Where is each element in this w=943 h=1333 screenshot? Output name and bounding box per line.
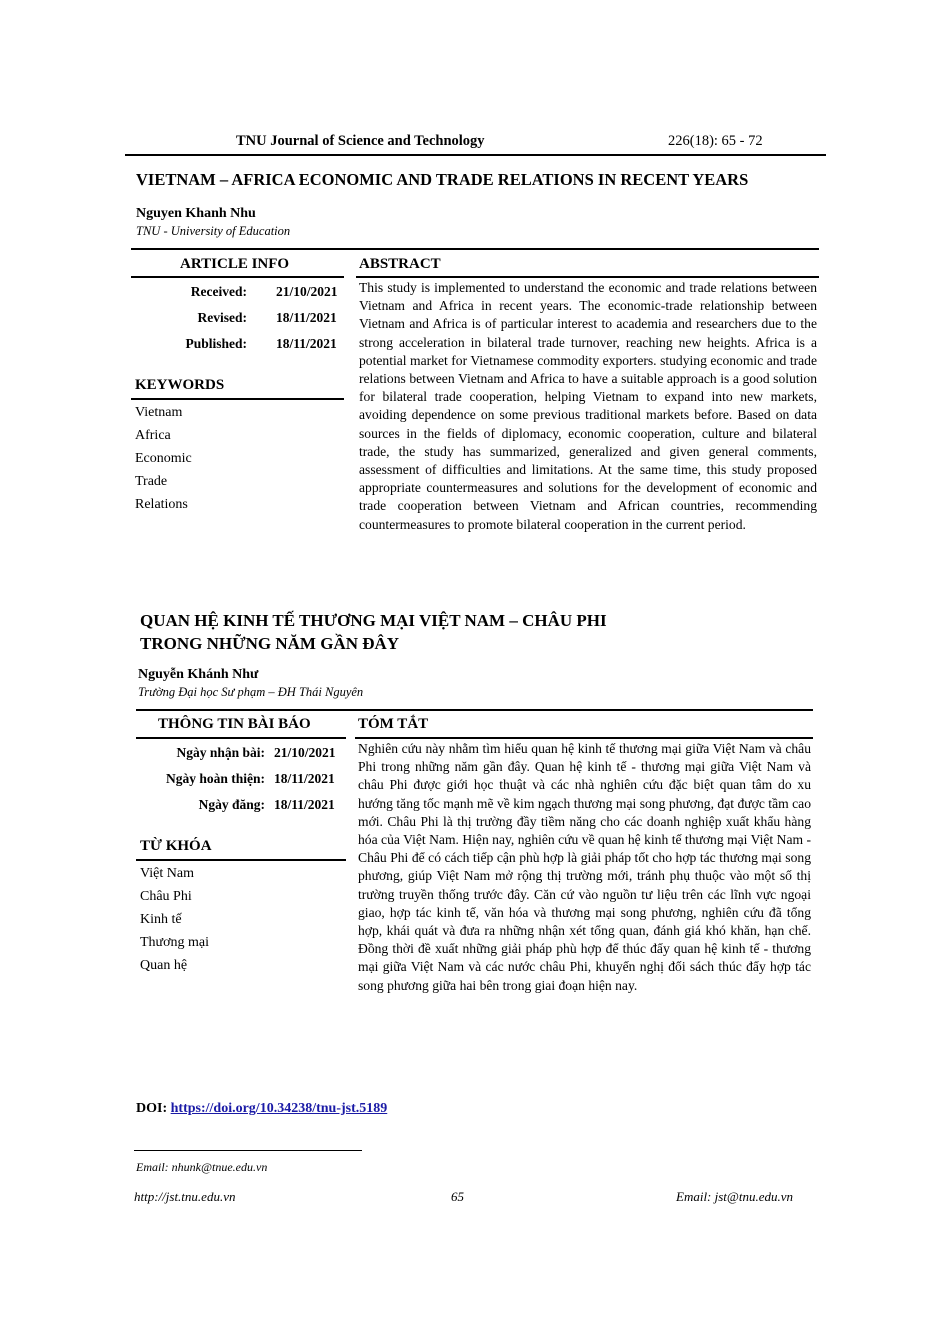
abstract-heading: ABSTRACT — [359, 256, 441, 272]
footer-email: Email: jst@tnu.edu.vn — [676, 1189, 794, 1204]
abstract-rule — [356, 276, 819, 278]
vn-keyword-item: Việt Nam — [140, 866, 194, 881]
english-title: VIETNAM – AFRICA ECONOMIC AND TRADE RELATIONS IN RECENT YEARS — [136, 170, 749, 189]
footnote-rule — [134, 1150, 362, 1151]
footer-website: http://jst.tnu.edu.vn — [134, 1189, 236, 1204]
volume-pages: 226(18): 65 - 72 — [668, 133, 763, 149]
english-abstract: This study is implemented to understand the economic and trade relations between Vietnam and Africa in recent years. The economic-trade relationship between Vietnam and Africa is of particular interest to academia and researchers due to the strong acceleration in bilateral trade turnover, reaching new heights. Africa is a potential market for Vietnamese commodity exporters. studying economic and trade relations between Vietnam and Africa to have a suitable approach is a good solution for bilateral trade cooperation, helping Vietnam to expand into new markets, avoiding dependence on some previous traditional markets before. Based on data sources in the fields of diplomacy, economic cooperation, culture and bilateral trade, the study has summarized, generalized and given general comments, assessment of difficulties and limitations. At the same time, this study proposed appropriate countermeasures and solutions for the development of economic and trade cooperation between Vietnam and African countries, recommending countermeasures to promote bilateral cooperation in the current period. — [359, 280, 817, 532]
author-email-footnote: Email: nhunk@tnue.edu.vn — [136, 1160, 268, 1174]
english-affiliation: TNU - University of Education — [136, 224, 291, 238]
article-info-rule — [131, 276, 344, 278]
keyword-item: Economic — [135, 451, 192, 466]
vn-keyword-item: Quan hệ — [140, 958, 188, 973]
vn-received-label: Ngày nhận bài: — [176, 745, 265, 760]
header-rule — [125, 154, 826, 156]
vn-keyword-item: Kinh tế — [140, 912, 182, 927]
vn-revised-date: 18/11/2021 — [274, 771, 335, 786]
published-date: 18/11/2021 — [276, 336, 337, 351]
keywords-heading: KEYWORDS — [135, 377, 225, 393]
vietnamese-title-line1: QUAN HỆ KINH TẾ THƯƠNG MẠI VIỆT NAM – CHÂU PHI — [140, 611, 607, 630]
revised-label: Revised: — [197, 310, 247, 325]
vn-published-date: 18/11/2021 — [274, 797, 335, 812]
english-section-rule — [131, 248, 819, 250]
doi-link[interactable]: https://doi.org/10.34238/tnu-jst.5189 — [170, 1101, 388, 1116]
vn-abstract-rule — [355, 737, 813, 739]
vietnamese-section-rule — [136, 709, 813, 711]
keywords-rule — [131, 398, 344, 400]
doi-line — [136, 1101, 387, 1117]
keyword-item: Relations — [135, 497, 188, 512]
vn-keyword-item: Châu Phi — [140, 889, 192, 904]
vietnamese-title-line2: TRONG NHỮNG NĂM GẦN ĐÂY — [140, 634, 400, 653]
article-info-heading: ARTICLE INFO — [180, 256, 290, 272]
published-label: Published: — [185, 336, 247, 351]
journal-name: TNU Journal of Science and Technology — [236, 133, 485, 149]
vn-keywords-rule — [136, 859, 346, 861]
received-date: 21/10/2021 — [276, 284, 338, 299]
vn-published-label: Ngày đăng: — [198, 797, 265, 812]
vietnamese-affiliation: Trường Đại học Sư phạm – ĐH Thái Nguyên — [138, 685, 364, 699]
keyword-item: Trade — [135, 474, 168, 489]
vn-keyword-item: Thương mại — [140, 935, 210, 950]
keyword-item: Africa — [135, 428, 171, 443]
page-number: 65 — [451, 1189, 464, 1204]
vn-article-info-rule — [136, 737, 346, 739]
vn-article-info-heading: THÔNG TIN BÀI BÁO — [158, 716, 311, 732]
vietnamese-abstract: Nghiên cứu này nhằm tìm hiểu quan hệ kinh tế thương mại giữa Việt Nam và châu Phi trong những năm gần đây. Quan hệ kinh tế - thương mại giữa Việt Nam và châu Phi được giới học thuật và các nhà nghiên cứu đặc biệt quan tâm do xu hướng tăng tốc mạnh mẽ về kim ngạch thương mại song phương, đạt được tầm cao mới. Châu Phi là thị trường đầy tiềm năng cho các doanh nghiệp xuất khẩu hàng hóa của Việt Nam. Hiện nay, nghiên cứu về quan hệ kinh tế thương mại Việt Nam - Châu Phi để có cách tiếp cận phù hợp là giải pháp tốt cho hợp tác thương mại song phương, giúp Việt Nam mở rộng thị trường mới, tránh phụ thuộc vào một số thị trường truyền thống trước đây. Căn cứ vào nguồn tư liệu trên các lĩnh vực ngoại giao, hợp tác kinh tế, văn hóa và thương mại song phương, nghiên cứu đã tổng hợp, khái quát và đưa ra những nhận xét tổng quan, đánh giá khó khăn, hạn chế. Đồng thời đề xuất những giải pháp phù hợp để thúc đẩy quan hệ kinh tế - thương mại giữa Việt Nam và các nước châu Phi, khuyến nghị đối sách thúc đẩy hợp tác song phương giữa hai bên trong giai đoạn hiện nay. — [358, 741, 811, 993]
revised-date: 18/11/2021 — [276, 310, 337, 325]
doi-label: DOI: — [136, 1101, 171, 1116]
keyword-item: Vietnam — [135, 405, 183, 420]
received-label: Received: — [190, 284, 247, 299]
english-author: Nguyen Khanh Nhu — [136, 206, 256, 221]
vn-revised-label: Ngày hoàn thiện: — [165, 771, 265, 786]
vn-received-date: 21/10/2021 — [274, 745, 336, 760]
vietnamese-author: Nguyễn Khánh Như — [138, 667, 259, 682]
vn-abstract-heading: TÓM TẮT — [358, 716, 429, 732]
vn-keywords-heading: TỪ KHÓA — [140, 838, 212, 854]
